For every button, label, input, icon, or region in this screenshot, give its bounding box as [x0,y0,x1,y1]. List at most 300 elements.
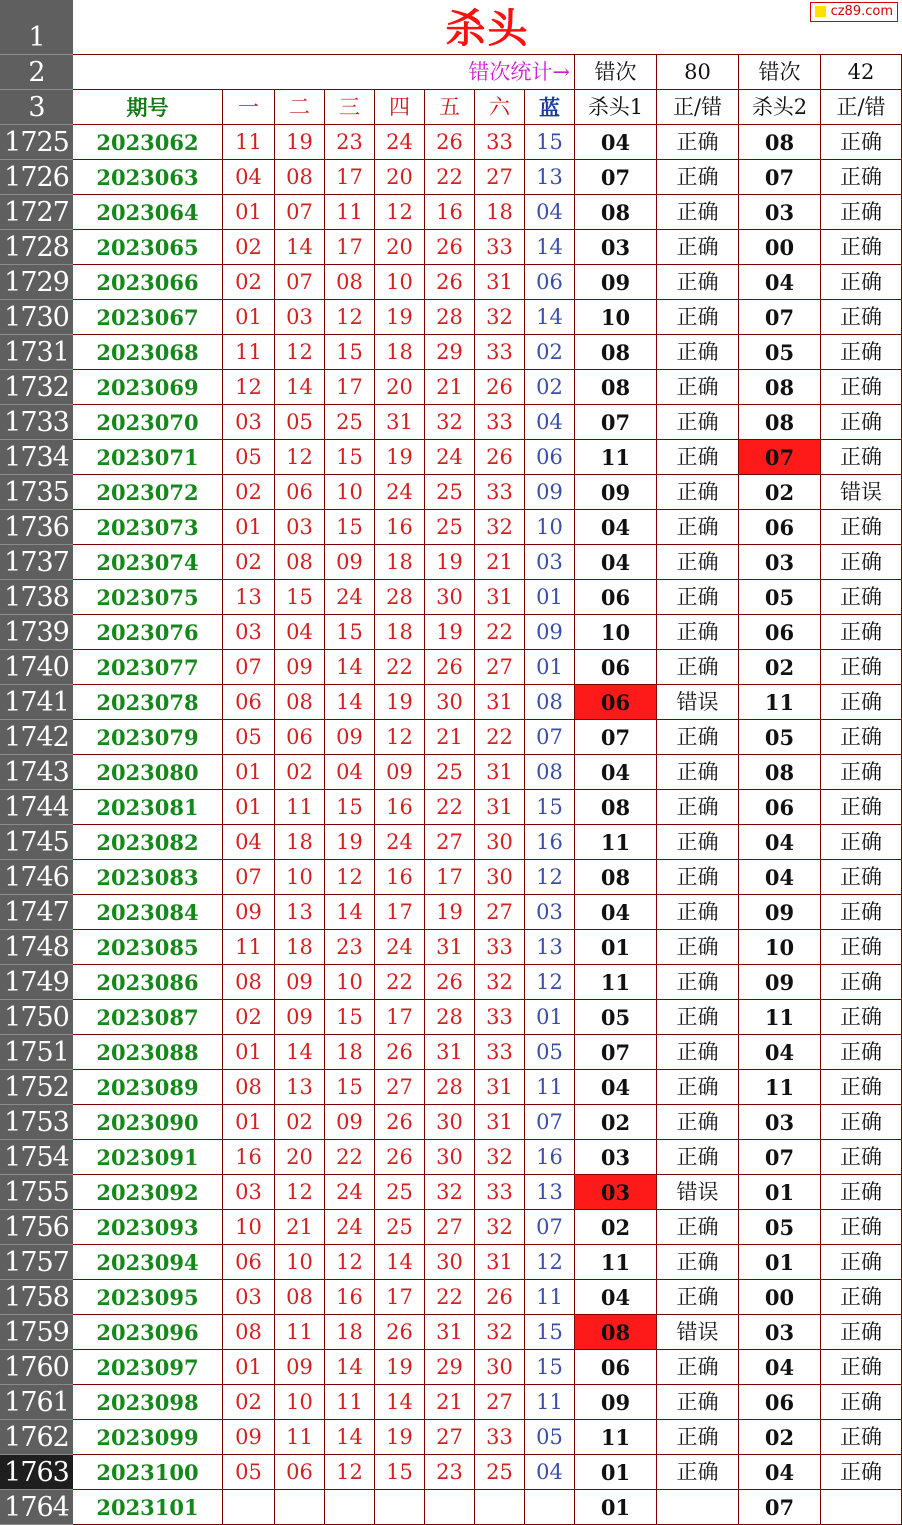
red-ball-cell[interactable]: 21 [425,370,475,405]
red-ball-cell[interactable]: 32 [475,510,525,545]
red-ball-cell[interactable]: 27 [475,895,525,930]
red-ball-cell[interactable]: 33 [475,1175,525,1210]
red-ball-cell[interactable]: 23 [325,930,375,965]
red-ball-cell[interactable]: 21 [425,720,475,755]
red-ball-cell[interactable]: 10 [275,1245,325,1280]
red-ball-cell[interactable] [275,1490,325,1525]
red-ball-cell[interactable]: 14 [325,1420,375,1455]
row-header[interactable]: 1758 [0,1280,73,1315]
red-ball-cell[interactable]: 09 [275,1350,325,1385]
blue-ball-cell[interactable]: 11 [525,1280,575,1315]
period-cell[interactable]: 2023080 [73,755,223,790]
period-cell[interactable]: 2023071 [73,440,223,475]
result1-cell[interactable]: 正确 [657,825,739,860]
red-ball-cell[interactable]: 22 [475,615,525,650]
blue-ball-cell[interactable]: 13 [525,930,575,965]
result2-cell[interactable]: 正确 [821,755,902,790]
kill1-cell[interactable]: 02 [575,1210,657,1245]
period-cell[interactable]: 2023091 [73,1140,223,1175]
period-cell[interactable]: 2023096 [73,1315,223,1350]
blue-ball-cell[interactable]: 04 [525,195,575,230]
result1-cell[interactable]: 正确 [657,790,739,825]
red-ball-cell[interactable]: 07 [223,650,275,685]
result2-cell[interactable]: 正确 [821,650,902,685]
row-header[interactable]: 1726 [0,160,73,195]
red-ball-cell[interactable]: 10 [223,1210,275,1245]
red-ball-cell[interactable]: 17 [375,895,425,930]
red-ball-cell[interactable]: 27 [475,1385,525,1420]
blue-ball-cell[interactable]: 15 [525,790,575,825]
red-ball-cell[interactable]: 30 [425,1105,475,1140]
red-ball-cell[interactable]: 20 [375,160,425,195]
red-ball-cell[interactable]: 09 [325,1105,375,1140]
result1-cell[interactable]: 正确 [657,160,739,195]
red-ball-cell[interactable]: 13 [275,895,325,930]
red-ball-cell[interactable]: 06 [275,475,325,510]
red-ball-cell[interactable]: 15 [325,1000,375,1035]
red-ball-cell[interactable]: 10 [375,265,425,300]
red-ball-cell[interactable]: 24 [425,440,475,475]
period-cell[interactable]: 2023092 [73,1175,223,1210]
red-ball-cell[interactable] [223,1490,275,1525]
red-ball-cell[interactable]: 03 [223,405,275,440]
period-cell[interactable]: 2023085 [73,930,223,965]
kill2-cell[interactable]: 03 [739,195,821,230]
red-ball-cell[interactable]: 20 [375,370,425,405]
kill2-cell[interactable]: 08 [739,370,821,405]
kill1-cell[interactable]: 07 [575,160,657,195]
period-cell[interactable]: 2023077 [73,650,223,685]
kill2-cell[interactable]: 11 [739,1070,821,1105]
period-cell[interactable]: 2023082 [73,825,223,860]
result1-cell[interactable]: 错误 [657,685,739,720]
kill1-cell[interactable]: 02 [575,1105,657,1140]
red-ball-cell[interactable]: 29 [425,335,475,370]
red-ball-cell[interactable]: 18 [275,825,325,860]
red-ball-cell[interactable]: 32 [475,1210,525,1245]
red-ball-cell[interactable]: 33 [475,1000,525,1035]
red-ball-cell[interactable]: 25 [375,1210,425,1245]
blue-ball-cell[interactable]: 15 [525,1315,575,1350]
result2-cell[interactable]: 错误 [821,475,902,510]
red-ball-cell[interactable]: 32 [475,1140,525,1175]
red-ball-cell[interactable]: 05 [223,720,275,755]
kill2-cell[interactable]: 08 [739,405,821,440]
red-ball-cell[interactable]: 16 [325,1280,375,1315]
period-cell[interactable]: 2023074 [73,545,223,580]
red-ball-cell[interactable] [425,1490,475,1525]
period-cell[interactable]: 2023067 [73,300,223,335]
red-ball-cell[interactable]: 32 [475,300,525,335]
result2-cell[interactable]: 正确 [821,1070,902,1105]
red-ball-cell[interactable]: 13 [275,1070,325,1105]
red-ball-cell[interactable]: 32 [475,965,525,1000]
red-ball-cell[interactable]: 09 [325,720,375,755]
red-ball-cell[interactable]: 14 [375,1245,425,1280]
red-ball-cell[interactable]: 15 [325,510,375,545]
kill2-cell[interactable]: 07 [739,160,821,195]
red-ball-cell[interactable]: 01 [223,1105,275,1140]
kill1-cell[interactable]: 11 [575,965,657,1000]
red-ball-cell[interactable]: 26 [475,1280,525,1315]
red-ball-cell[interactable]: 22 [475,720,525,755]
period-cell[interactable]: 2023066 [73,265,223,300]
red-ball-cell[interactable]: 03 [223,1175,275,1210]
red-ball-cell[interactable]: 31 [375,405,425,440]
kill1-cell[interactable]: 11 [575,440,657,475]
red-ball-cell[interactable]: 31 [475,1105,525,1140]
red-ball-cell[interactable]: 11 [223,930,275,965]
row-header[interactable]: 1740 [0,650,73,685]
red-ball-cell[interactable]: 26 [425,965,475,1000]
row-header[interactable]: 1761 [0,1385,73,1420]
red-ball-cell[interactable]: 10 [275,1385,325,1420]
row-header[interactable]: 1737 [0,545,73,580]
red-ball-cell[interactable]: 11 [325,1385,375,1420]
red-ball-cell[interactable]: 22 [425,160,475,195]
red-ball-cell[interactable]: 26 [425,650,475,685]
blue-ball-cell[interactable]: 07 [525,1105,575,1140]
result1-cell[interactable]: 正确 [657,580,739,615]
row-header[interactable]: 1751 [0,1035,73,1070]
row-header[interactable]: 1743 [0,755,73,790]
period-cell[interactable]: 2023095 [73,1280,223,1315]
row-header[interactable]: 1745 [0,825,73,860]
row-header[interactable]: 1763 [0,1455,73,1490]
blue-ball-cell[interactable] [525,1490,575,1525]
row-header[interactable]: 1730 [0,300,73,335]
red-ball-cell[interactable]: 22 [425,790,475,825]
kill1-cell[interactable]: 09 [575,1385,657,1420]
row-header[interactable]: 1727 [0,195,73,230]
period-cell[interactable]: 2023081 [73,790,223,825]
kill2-cell[interactable]: 02 [739,1420,821,1455]
red-ball-cell[interactable]: 25 [325,405,375,440]
red-ball-cell[interactable]: 27 [425,1420,475,1455]
red-ball-cell[interactable]: 33 [475,405,525,440]
blue-ball-cell[interactable]: 06 [525,265,575,300]
red-ball-cell[interactable]: 26 [425,125,475,160]
red-ball-cell[interactable]: 11 [275,1315,325,1350]
red-ball-cell[interactable]: 24 [325,580,375,615]
red-ball-cell[interactable]: 19 [275,125,325,160]
result1-cell[interactable]: 正确 [657,1140,739,1175]
row-header[interactable]: 1762 [0,1420,73,1455]
row-header[interactable]: 1738 [0,580,73,615]
result1-cell[interactable]: 正确 [657,370,739,405]
kill1-cell[interactable]: 04 [575,755,657,790]
row-header[interactable]: 1747 [0,895,73,930]
result1-cell[interactable]: 正确 [657,1000,739,1035]
kill1-cell[interactable]: 09 [575,475,657,510]
row-header[interactable]: 3 [0,90,73,125]
red-ball-cell[interactable]: 06 [223,1245,275,1280]
red-ball-cell[interactable]: 09 [275,650,325,685]
red-ball-cell[interactable]: 22 [325,1140,375,1175]
kill2-cell[interactable]: 04 [739,265,821,300]
period-cell[interactable]: 2023099 [73,1420,223,1455]
row-header[interactable]: 1756 [0,1210,73,1245]
result2-cell[interactable]: 正确 [821,895,902,930]
blue-ball-cell[interactable]: 10 [525,510,575,545]
kill2-cell[interactable]: 01 [739,1245,821,1280]
kill2-cell[interactable]: 08 [739,125,821,160]
kill1-cell[interactable]: 09 [575,265,657,300]
kill2-cell[interactable]: 05 [739,580,821,615]
red-ball-cell[interactable]: 26 [375,1140,425,1175]
row-header[interactable]: 1744 [0,790,73,825]
red-ball-cell[interactable]: 25 [475,1455,525,1490]
kill2-cell[interactable]: 03 [739,1315,821,1350]
red-ball-cell[interactable]: 05 [223,440,275,475]
kill2-cell[interactable]: 04 [739,1035,821,1070]
red-ball-cell[interactable]: 09 [275,965,325,1000]
red-ball-cell[interactable]: 33 [475,125,525,160]
kill1-cell[interactable]: 07 [575,1035,657,1070]
red-ball-cell[interactable]: 17 [325,370,375,405]
kill1-cell[interactable]: 11 [575,1245,657,1280]
red-ball-cell[interactable]: 06 [275,720,325,755]
kill1-cell[interactable]: 03 [575,230,657,265]
red-ball-cell[interactable]: 19 [325,825,375,860]
red-ball-cell[interactable]: 02 [223,475,275,510]
red-ball-cell[interactable] [325,1490,375,1525]
kill1-cell[interactable]: 06 [575,650,657,685]
row-header[interactable]: 2 [0,55,73,90]
red-ball-cell[interactable]: 01 [223,755,275,790]
red-ball-cell[interactable]: 12 [375,720,425,755]
result1-cell[interactable]: 正确 [657,860,739,895]
red-ball-cell[interactable]: 01 [223,1350,275,1385]
red-ball-cell[interactable]: 15 [375,1455,425,1490]
red-ball-cell[interactable]: 04 [223,825,275,860]
result1-cell[interactable]: 正确 [657,1350,739,1385]
blue-ball-cell[interactable]: 15 [525,1350,575,1385]
result1-cell[interactable]: 正确 [657,265,739,300]
result1-cell[interactable]: 正确 [657,125,739,160]
result2-cell[interactable]: 正确 [821,230,902,265]
blue-ball-cell[interactable]: 04 [525,1455,575,1490]
result2-cell[interactable]: 正确 [821,1105,902,1140]
kill2-cell[interactable]: 09 [739,895,821,930]
blue-ball-cell[interactable]: 06 [525,440,575,475]
red-ball-cell[interactable]: 23 [425,1455,475,1490]
result2-cell[interactable]: 正确 [821,965,902,1000]
red-ball-cell[interactable]: 26 [425,230,475,265]
row-header[interactable]: 1757 [0,1245,73,1280]
red-ball-cell[interactable]: 16 [223,1140,275,1175]
red-ball-cell[interactable]: 02 [223,1000,275,1035]
period-cell[interactable]: 2023097 [73,1350,223,1385]
blue-ball-cell[interactable]: 11 [525,1070,575,1105]
kill2-cell[interactable]: 03 [739,545,821,580]
red-ball-cell[interactable]: 33 [475,230,525,265]
red-ball-cell[interactable]: 18 [375,335,425,370]
red-ball-cell[interactable]: 01 [223,1035,275,1070]
red-ball-cell[interactable]: 24 [325,1175,375,1210]
red-ball-cell[interactable]: 26 [475,440,525,475]
red-ball-cell[interactable]: 17 [425,860,475,895]
red-ball-cell[interactable]: 14 [325,1350,375,1385]
result1-cell[interactable]: 正确 [657,1420,739,1455]
blue-ball-cell[interactable]: 03 [525,545,575,580]
red-ball-cell[interactable]: 02 [275,755,325,790]
row-header[interactable]: 1748 [0,930,73,965]
result1-cell[interactable]: 正确 [657,1280,739,1315]
kill2-cell[interactable]: 11 [739,1000,821,1035]
red-ball-cell[interactable]: 10 [325,965,375,1000]
result1-cell[interactable]: 正确 [657,475,739,510]
kill1-cell[interactable]: 03 [575,1140,657,1175]
result2-cell[interactable]: 正确 [821,1315,902,1350]
result1-cell[interactable]: 正确 [657,1070,739,1105]
kill1-cell[interactable]: 04 [575,125,657,160]
red-ball-cell[interactable]: 17 [325,230,375,265]
blue-ball-cell[interactable]: 02 [525,335,575,370]
row-header[interactable]: 1725 [0,125,73,160]
kill1-cell[interactable]: 01 [575,1490,657,1525]
red-ball-cell[interactable]: 14 [325,650,375,685]
red-ball-cell[interactable]: 29 [425,1350,475,1385]
kill1-cell[interactable]: 04 [575,1280,657,1315]
red-ball-cell[interactable]: 15 [325,790,375,825]
result2-cell[interactable]: 正确 [821,1385,902,1420]
red-ball-cell[interactable]: 01 [223,790,275,825]
red-ball-cell[interactable]: 18 [375,545,425,580]
kill1-cell[interactable]: 11 [575,1420,657,1455]
red-ball-cell[interactable]: 18 [275,930,325,965]
red-ball-cell[interactable]: 19 [375,1350,425,1385]
result1-cell[interactable]: 正确 [657,720,739,755]
kill2-cell[interactable]: 09 [739,965,821,1000]
row-header[interactable]: 1755 [0,1175,73,1210]
result2-cell[interactable]: 正确 [821,1280,902,1315]
blue-ball-cell[interactable]: 11 [525,1385,575,1420]
red-ball-cell[interactable]: 33 [475,475,525,510]
red-ball-cell[interactable]: 27 [475,650,525,685]
red-ball-cell[interactable]: 28 [425,300,475,335]
kill2-cell[interactable]: 04 [739,825,821,860]
result1-cell[interactable]: 正确 [657,895,739,930]
kill2-cell[interactable]: 04 [739,860,821,895]
blue-ball-cell[interactable]: 13 [525,1175,575,1210]
period-cell[interactable]: 2023100 [73,1455,223,1490]
kill2-cell[interactable]: 06 [739,790,821,825]
red-ball-cell[interactable]: 08 [275,545,325,580]
red-ball-cell[interactable]: 12 [325,860,375,895]
kill1-cell[interactable]: 10 [575,615,657,650]
kill1-cell[interactable]: 04 [575,510,657,545]
kill1-cell[interactable]: 07 [575,405,657,440]
result2-cell[interactable]: 正确 [821,335,902,370]
kill2-cell[interactable]: 04 [739,1455,821,1490]
kill1-cell[interactable]: 06 [575,1350,657,1385]
result2-cell[interactable]: 正确 [821,685,902,720]
red-ball-cell[interactable]: 26 [375,1105,425,1140]
red-ball-cell[interactable]: 01 [223,300,275,335]
red-ball-cell[interactable]: 24 [325,1210,375,1245]
red-ball-cell[interactable]: 17 [325,160,375,195]
red-ball-cell[interactable]: 11 [275,1420,325,1455]
red-ball-cell[interactable]: 24 [375,930,425,965]
kill1-cell[interactable]: 08 [575,860,657,895]
period-cell[interactable]: 2023086 [73,965,223,1000]
blue-ball-cell[interactable]: 09 [525,475,575,510]
red-ball-cell[interactable]: 31 [475,580,525,615]
kill2-cell[interactable]: 05 [739,335,821,370]
red-ball-cell[interactable]: 30 [425,580,475,615]
row-header[interactable]: 1733 [0,405,73,440]
kill2-cell[interactable]: 04 [739,1350,821,1385]
red-ball-cell[interactable]: 33 [475,1420,525,1455]
period-cell[interactable]: 2023076 [73,615,223,650]
red-ball-cell[interactable]: 20 [375,230,425,265]
kill1-cell[interactable]: 04 [575,545,657,580]
red-ball-cell[interactable]: 26 [425,265,475,300]
red-ball-cell[interactable]: 01 [223,510,275,545]
blue-ball-cell[interactable]: 16 [525,825,575,860]
red-ball-cell[interactable]: 09 [223,1420,275,1455]
blue-ball-cell[interactable]: 07 [525,1210,575,1245]
kill1-cell[interactable]: 10 [575,300,657,335]
kill2-cell[interactable]: 06 [739,615,821,650]
period-cell[interactable]: 2023064 [73,195,223,230]
red-ball-cell[interactable]: 09 [375,755,425,790]
red-ball-cell[interactable]: 15 [325,615,375,650]
result1-cell[interactable]: 正确 [657,335,739,370]
period-cell[interactable]: 2023094 [73,1245,223,1280]
period-cell[interactable]: 2023079 [73,720,223,755]
red-ball-cell[interactable]: 31 [475,790,525,825]
red-ball-cell[interactable]: 04 [275,615,325,650]
result1-cell[interactable]: 正确 [657,510,739,545]
blue-ball-cell[interactable]: 15 [525,125,575,160]
red-ball-cell[interactable] [475,1490,525,1525]
red-ball-cell[interactable]: 07 [275,195,325,230]
red-ball-cell[interactable]: 33 [475,930,525,965]
kill2-cell[interactable]: 07 [739,440,821,475]
result2-cell[interactable]: 正确 [821,1350,902,1385]
result1-cell[interactable]: 正确 [657,1105,739,1140]
red-ball-cell[interactable]: 08 [275,685,325,720]
row-header[interactable]: 1741 [0,685,73,720]
kill2-cell[interactable]: 10 [739,930,821,965]
result2-cell[interactable]: 正确 [821,615,902,650]
red-ball-cell[interactable]: 02 [223,230,275,265]
row-header[interactable]: 1734 [0,440,73,475]
red-ball-cell[interactable]: 19 [375,440,425,475]
red-ball-cell[interactable]: 22 [375,965,425,1000]
result2-cell[interactable]: 正确 [821,405,902,440]
result2-cell[interactable]: 正确 [821,720,902,755]
blue-ball-cell[interactable]: 05 [525,1035,575,1070]
result2-cell[interactable]: 正确 [821,1210,902,1245]
result1-cell[interactable]: 正确 [657,230,739,265]
red-ball-cell[interactable]: 27 [425,1210,475,1245]
period-cell[interactable]: 2023088 [73,1035,223,1070]
red-ball-cell[interactable]: 23 [325,125,375,160]
result2-cell[interactable]: 正确 [821,1175,902,1210]
red-ball-cell[interactable]: 31 [425,930,475,965]
period-cell[interactable]: 2023065 [73,230,223,265]
red-ball-cell[interactable]: 12 [223,370,275,405]
blue-ball-cell[interactable]: 14 [525,230,575,265]
kill1-cell[interactable]: 03 [575,1175,657,1210]
result1-cell[interactable]: 正确 [657,545,739,580]
red-ball-cell[interactable]: 15 [325,1070,375,1105]
kill1-cell[interactable]: 06 [575,685,657,720]
red-ball-cell[interactable]: 02 [275,1105,325,1140]
